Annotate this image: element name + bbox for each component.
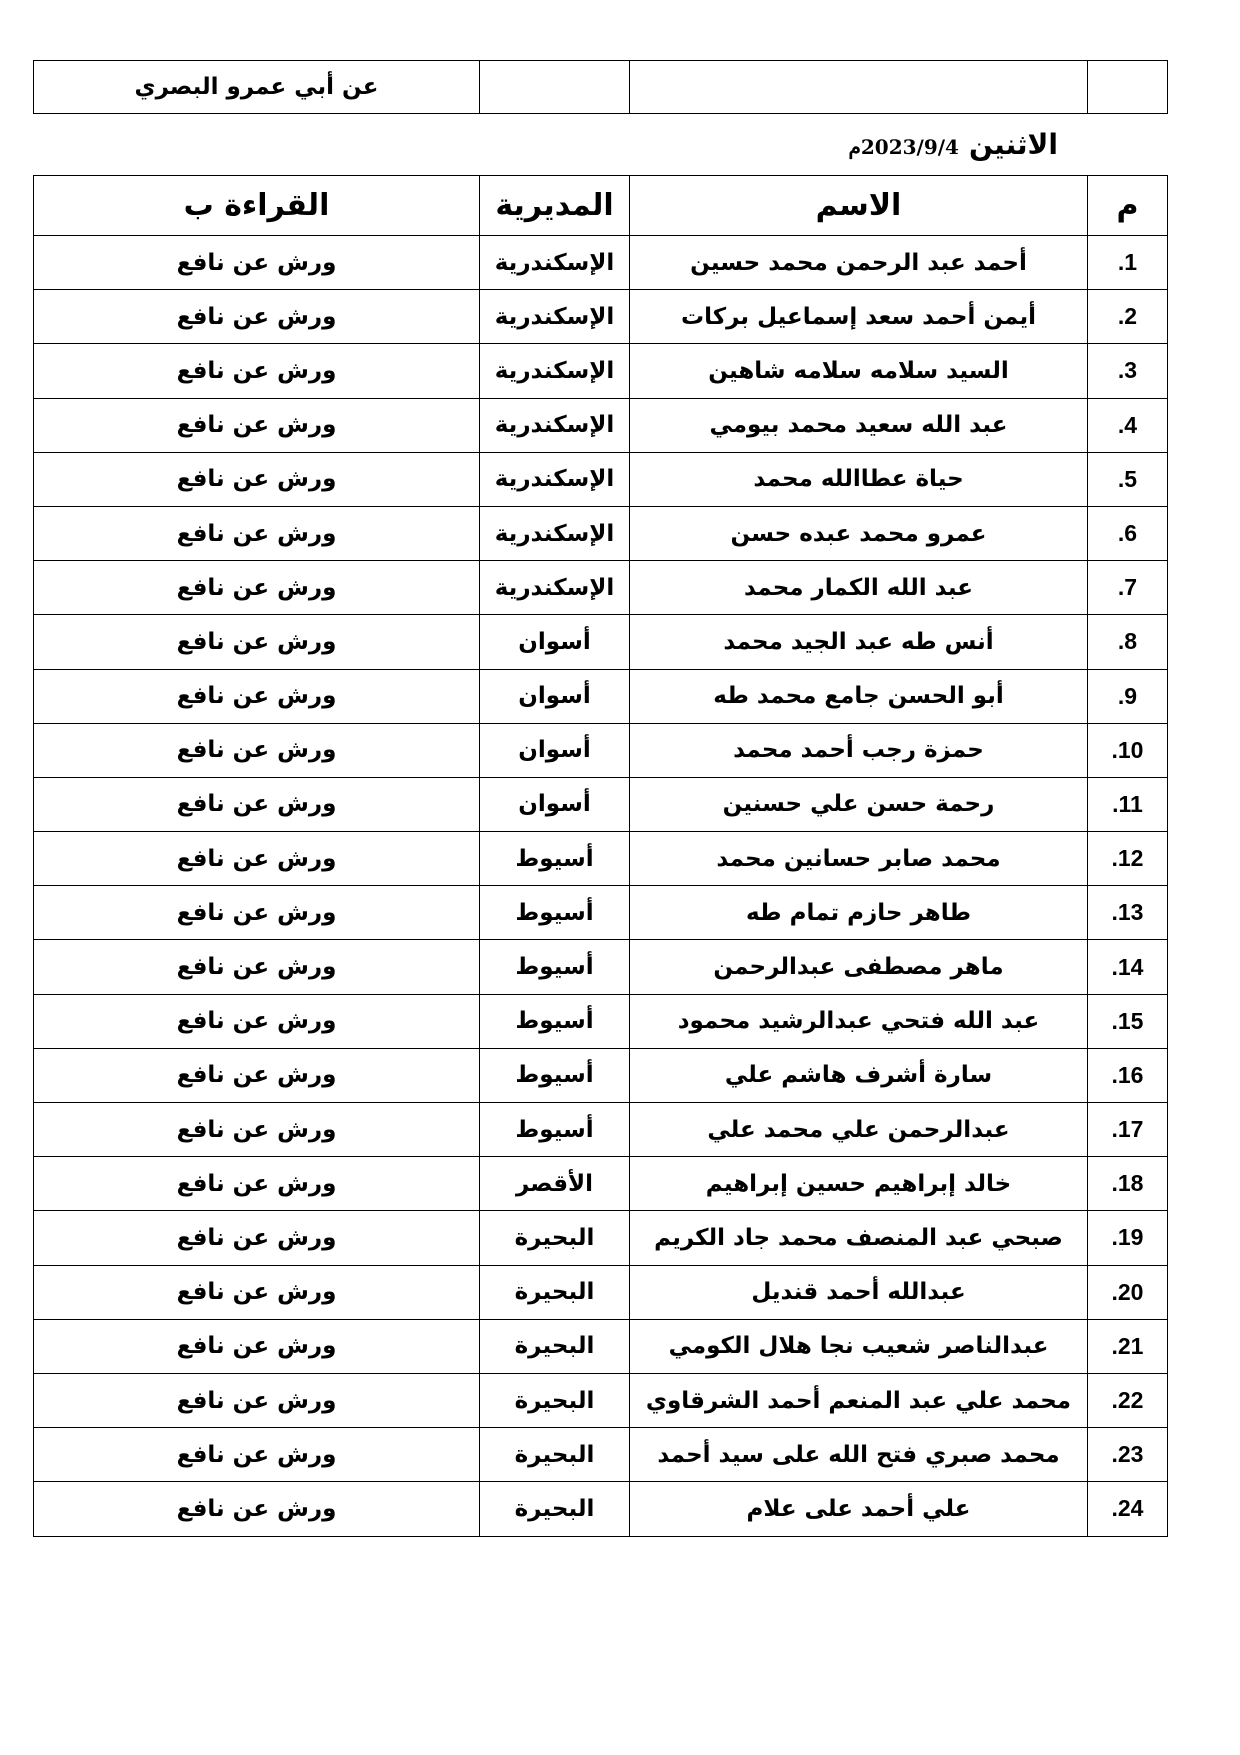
table-row bbox=[34, 1103, 1168, 1157]
number-cell: 9. bbox=[1088, 669, 1168, 723]
number-cell: 22. bbox=[1088, 1373, 1168, 1427]
reading-cell: ورش عن نافع bbox=[34, 561, 480, 615]
table-row bbox=[34, 61, 1168, 114]
table-row bbox=[34, 344, 1168, 398]
number-cell: 11. bbox=[1088, 777, 1168, 831]
table-row bbox=[34, 1157, 1168, 1211]
directorate-cell: أسيوط bbox=[480, 994, 630, 1048]
reading-cell: ورش عن نافع bbox=[34, 669, 480, 723]
name-cell: حياة عطاالله محمد bbox=[630, 452, 1088, 506]
reading-header: القراءة ب bbox=[34, 176, 480, 236]
directorate-cell: أسيوط bbox=[480, 940, 630, 994]
number-cell: 24. bbox=[1088, 1482, 1168, 1536]
table-row bbox=[34, 832, 1168, 886]
directorate-cell: أسوان bbox=[480, 669, 630, 723]
number-cell: 14. bbox=[1088, 940, 1168, 994]
table-row bbox=[34, 1048, 1168, 1102]
number-cell bbox=[1088, 61, 1168, 114]
reading-cell: ورش عن نافع bbox=[34, 1103, 480, 1157]
reading-cell: ورش عن نافع bbox=[34, 344, 480, 398]
directorate-cell: أسوان bbox=[480, 723, 630, 777]
day-name: الاثنين bbox=[968, 128, 1058, 161]
number-cell: 3. bbox=[1088, 344, 1168, 398]
table-row bbox=[34, 940, 1168, 994]
reading-cell: ورش عن نافع bbox=[34, 236, 480, 290]
reading-cell: ورش عن نافع bbox=[34, 1157, 480, 1211]
name-cell: أحمد عبد الرحمن محمد حسين bbox=[630, 236, 1088, 290]
directorate-cell: الإسكندرية bbox=[480, 561, 630, 615]
reading-cell: عن أبي عمرو البصري bbox=[34, 61, 480, 114]
number-cell: 21. bbox=[1088, 1319, 1168, 1373]
reading-cell: ورش عن نافع bbox=[34, 886, 480, 940]
directorate-cell: البحيرة bbox=[480, 1265, 630, 1319]
number-cell: 2. bbox=[1088, 290, 1168, 344]
number-cell: 19. bbox=[1088, 1211, 1168, 1265]
name-cell: محمد علي عبد المنعم أحمد الشرقاوي bbox=[630, 1373, 1088, 1427]
directorate-cell: الإسكندرية bbox=[480, 452, 630, 506]
directorate-cell: البحيرة bbox=[480, 1211, 630, 1265]
directorate-cell: الإسكندرية bbox=[480, 290, 630, 344]
date: 2023/9/4م bbox=[848, 135, 959, 159]
name-cell: محمد صابر حسانين محمد bbox=[630, 832, 1088, 886]
header-row bbox=[34, 176, 1168, 236]
name-cell: عبدالناصر شعيب نجا هلال الكومي bbox=[630, 1319, 1088, 1373]
reading-cell: ورش عن نافع bbox=[34, 940, 480, 994]
reading-cell: ورش عن نافع bbox=[34, 1428, 480, 1482]
reading-cell: ورش عن نافع bbox=[34, 1265, 480, 1319]
name-cell: عمرو محمد عبده حسن bbox=[630, 506, 1088, 560]
name-cell: أنس طه عبد الجيد محمد bbox=[630, 615, 1088, 669]
name-cell: عبد الله فتحي عبدالرشيد محمود bbox=[630, 994, 1088, 1048]
name-cell: عبدالرحمن علي محمد علي bbox=[630, 1103, 1088, 1157]
reading-cell: ورش عن نافع bbox=[34, 506, 480, 560]
name-cell: سارة أشرف هاشم علي bbox=[630, 1048, 1088, 1102]
table-row bbox=[34, 723, 1168, 777]
name-cell: حمزة رجب أحمد محمد bbox=[630, 723, 1088, 777]
name-cell: رحمة حسن علي حسنين bbox=[630, 777, 1088, 831]
day-date-heading bbox=[848, 128, 1058, 161]
directorate-cell: أسيوط bbox=[480, 1103, 630, 1157]
name-cell: محمد صبري فتح الله على سيد أحمد bbox=[630, 1428, 1088, 1482]
reading-cell: ورش عن نافع bbox=[34, 1482, 480, 1536]
number-cell: 13. bbox=[1088, 886, 1168, 940]
directorate-cell: أسيوط bbox=[480, 832, 630, 886]
table-row bbox=[34, 452, 1168, 506]
number-cell: 6. bbox=[1088, 506, 1168, 560]
number-cell: 4. bbox=[1088, 398, 1168, 452]
number-cell: 17. bbox=[1088, 1103, 1168, 1157]
directorate-header: المديرية bbox=[480, 176, 630, 236]
table-row bbox=[34, 994, 1168, 1048]
directorate-cell: البحيرة bbox=[480, 1319, 630, 1373]
reading-cell: ورش عن نافع bbox=[34, 1373, 480, 1427]
number-cell: 10. bbox=[1088, 723, 1168, 777]
directorate-cell: البحيرة bbox=[480, 1482, 630, 1536]
reading-cell: ورش عن نافع bbox=[34, 290, 480, 344]
table-row bbox=[34, 506, 1168, 560]
table-row bbox=[34, 1428, 1168, 1482]
reading-cell: ورش عن نافع bbox=[34, 1048, 480, 1102]
name-cell: ماهر مصطفى عبدالرحمن bbox=[630, 940, 1088, 994]
name-cell: أبو الحسن جامع محمد طه bbox=[630, 669, 1088, 723]
reading-cell: ورش عن نافع bbox=[34, 1319, 480, 1373]
reading-cell: ورش عن نافع bbox=[34, 832, 480, 886]
name-cell: السيد سلامه سلامه شاهين bbox=[630, 344, 1088, 398]
table-row bbox=[34, 561, 1168, 615]
reading-cell: ورش عن نافع bbox=[34, 777, 480, 831]
directorate-cell: الإسكندرية bbox=[480, 236, 630, 290]
table-row bbox=[34, 1482, 1168, 1536]
table-row bbox=[34, 615, 1168, 669]
number-cell: 1. bbox=[1088, 236, 1168, 290]
directorate-cell: البحيرة bbox=[480, 1373, 630, 1427]
number-header: م bbox=[1088, 176, 1168, 236]
number-cell: 15. bbox=[1088, 994, 1168, 1048]
participants-table bbox=[33, 175, 1168, 1537]
name-cell: عبد الله سعيد محمد بيومي bbox=[630, 398, 1088, 452]
directorate-cell: أسيوط bbox=[480, 886, 630, 940]
number-cell: 5. bbox=[1088, 452, 1168, 506]
name-header: الاسم bbox=[630, 176, 1088, 236]
table-row bbox=[34, 1211, 1168, 1265]
number-cell: 8. bbox=[1088, 615, 1168, 669]
name-cell: علي أحمد على علام bbox=[630, 1482, 1088, 1536]
directorate-cell: أسوان bbox=[480, 777, 630, 831]
directorate-cell: الأقصر bbox=[480, 1157, 630, 1211]
name-cell: خالد إبراهيم حسين إبراهيم bbox=[630, 1157, 1088, 1211]
table-row bbox=[34, 398, 1168, 452]
name-cell: عبد الله الكمار محمد bbox=[630, 561, 1088, 615]
number-cell: 7. bbox=[1088, 561, 1168, 615]
name-cell bbox=[630, 61, 1088, 114]
table-row bbox=[34, 669, 1168, 723]
table-row bbox=[34, 777, 1168, 831]
number-cell: 18. bbox=[1088, 1157, 1168, 1211]
name-cell: عبدالله أحمد قنديل bbox=[630, 1265, 1088, 1319]
table-row bbox=[34, 290, 1168, 344]
table-row bbox=[34, 1319, 1168, 1373]
directorate-cell: أسيوط bbox=[480, 1048, 630, 1102]
directorate-cell: أسوان bbox=[480, 615, 630, 669]
table-body bbox=[34, 236, 1168, 1537]
directorate-cell: الإسكندرية bbox=[480, 398, 630, 452]
directorate-cell: الإسكندرية bbox=[480, 344, 630, 398]
number-cell: 12. bbox=[1088, 832, 1168, 886]
name-cell: طاهر حازم تمام طه bbox=[630, 886, 1088, 940]
table-row bbox=[34, 236, 1168, 290]
reading-cell: ورش عن نافع bbox=[34, 994, 480, 1048]
directorate-cell: الإسكندرية bbox=[480, 506, 630, 560]
previous-section-table bbox=[33, 60, 1168, 114]
reading-cell: ورش عن نافع bbox=[34, 1211, 480, 1265]
number-cell: 20. bbox=[1088, 1265, 1168, 1319]
reading-cell: ورش عن نافع bbox=[34, 723, 480, 777]
reading-cell: ورش عن نافع bbox=[34, 452, 480, 506]
reading-cell: ورش عن نافع bbox=[34, 615, 480, 669]
table-row bbox=[34, 1373, 1168, 1427]
number-cell: 23. bbox=[1088, 1428, 1168, 1482]
table-row bbox=[34, 1265, 1168, 1319]
name-cell: أيمن أحمد سعد إسماعيل بركات bbox=[630, 290, 1088, 344]
directorate-cell bbox=[480, 61, 630, 114]
directorate-cell: البحيرة bbox=[480, 1428, 630, 1482]
table-row bbox=[34, 886, 1168, 940]
reading-cell: ورش عن نافع bbox=[34, 398, 480, 452]
name-cell: صبحي عبد المنصف محمد جاد الكريم bbox=[630, 1211, 1088, 1265]
number-cell: 16. bbox=[1088, 1048, 1168, 1102]
